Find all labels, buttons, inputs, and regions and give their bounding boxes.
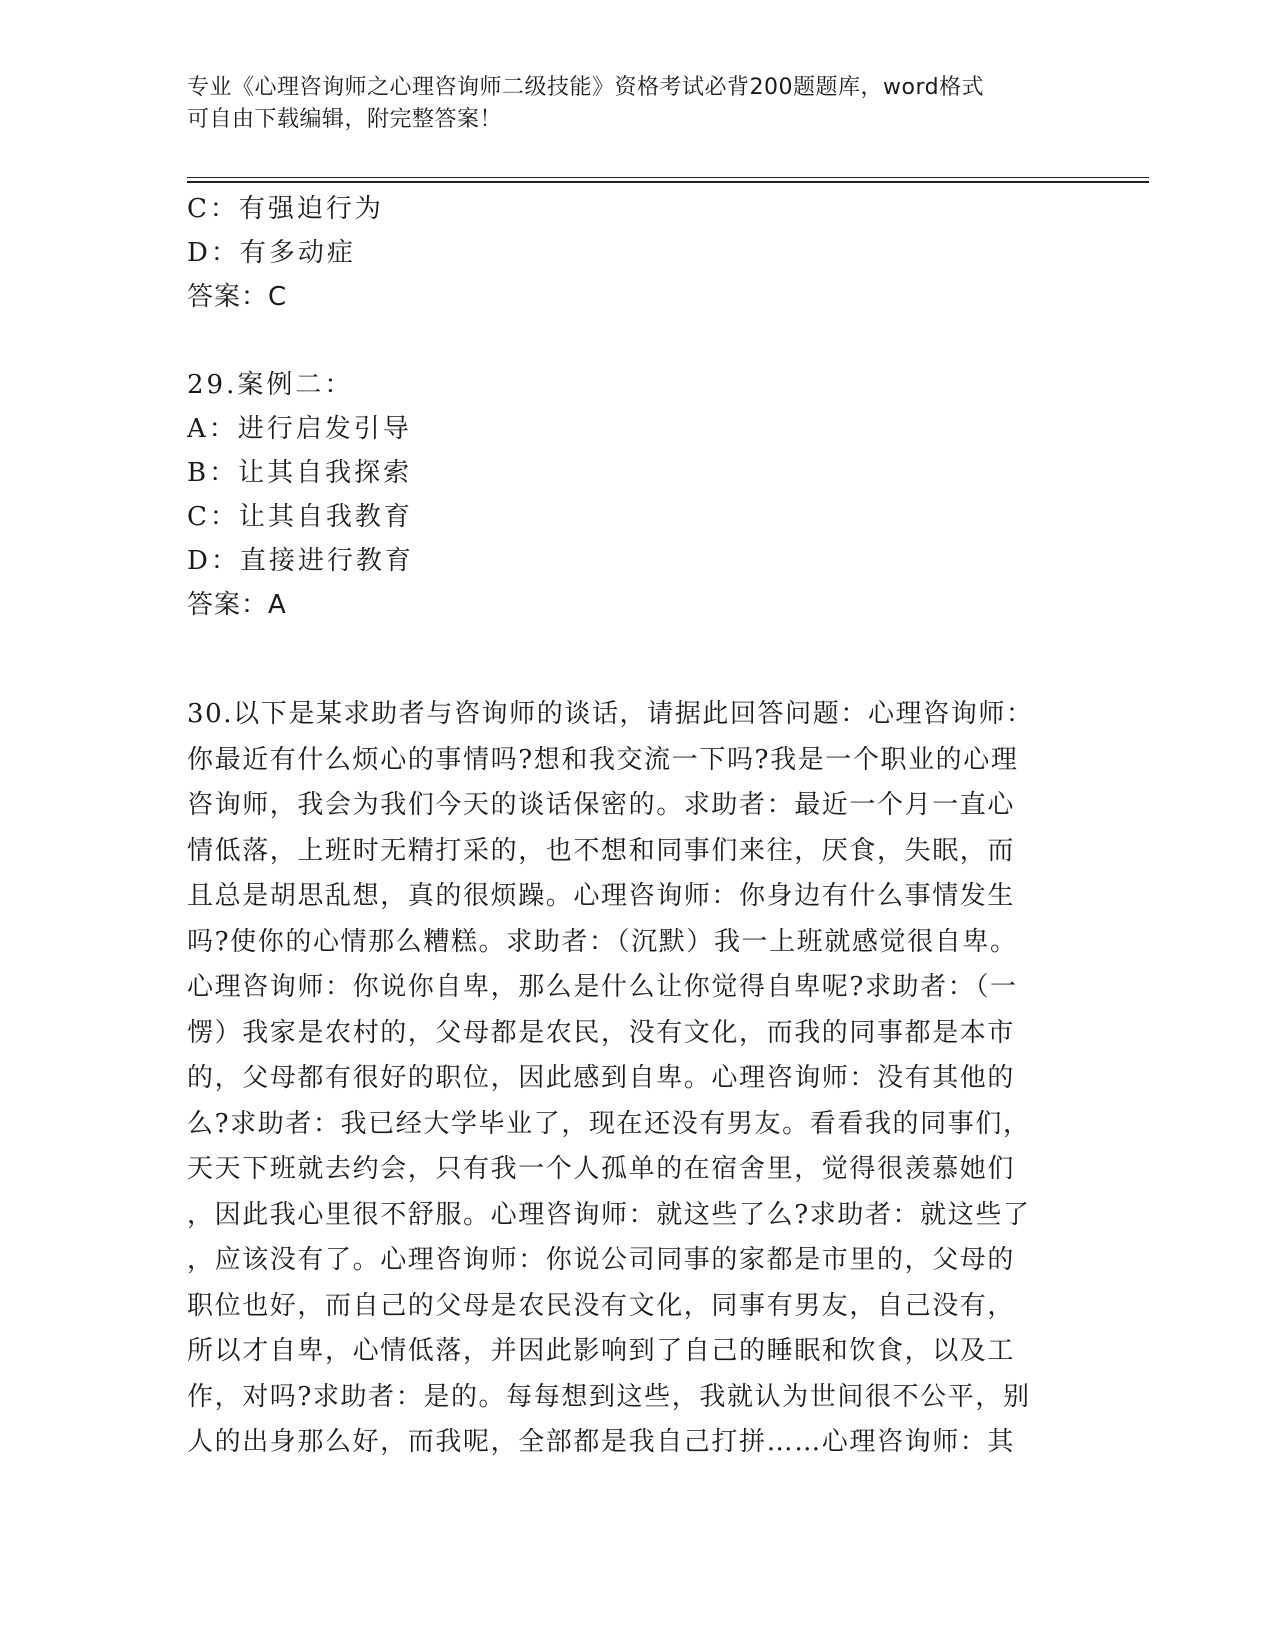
q30-line: 吗?使你的心情那么糟糕。求助者：（沉默）我一上班就感觉很自卑。 [187,926,1018,957]
q29-option-a: A：进行启发引导 [187,414,412,444]
header-line-2: 可自由下载编辑，附完整答案！ [187,107,503,132]
q29-option-c: C：让其自我教育 [187,502,413,532]
q30-line: 愣）我家是农村的，父母都是农民，没有文化，而我的同事都是本市 [187,1017,1016,1048]
q30-line: 的，父母都有很好的职位，因此感到自卑。心理咨询师：没有其他的 [187,1063,1016,1093]
q30-line: 天天下班就去约会，只有我一个人孤单的在宿舍里，觉得很羡慕她们 [187,1154,1016,1184]
q29-answer: 答案：A [187,590,287,620]
q30-line: ，应该没有了。心理咨询师：你说公司同事的家都是市里的，父母的 [187,1245,1016,1275]
q30-line: 且总是胡思乱想，真的很烦躁。心理咨询师：你身边有什么事情发生 [187,881,1016,911]
q28-option-d: D：有多动症 [187,238,356,268]
q30-line: ，因此我心里很不舒服。心理咨询师：就这些了么?求助者：就这些了 [187,1199,1031,1230]
header-line-1: 专业《心理咨询师之心理咨询师二级技能》资格考试必背200题题库，word格式 [187,75,985,100]
q30-line: 咨询师，我会为我们今天的谈话保密的。求助者：最近一个月一直心 [187,790,1016,820]
q28-answer: 答案：C [187,282,288,312]
q30-line: 你最近有什么烦心的事情吗?想和我交流一下吗?我是一个职业的心理 [187,744,1019,775]
q30-line: 情低落，上班时无精打采的，也不想和同事们来往，厌食，失眠，而 [187,835,1016,866]
document-header [187,72,1067,136]
q29-option-d: D：直接进行教育 [187,546,414,576]
q30-line: 么?求助者：我已经大学毕业了，现在还没有男友。看看我的同事们， [187,1108,1031,1139]
q30-line: 作，对吗?求助者：是的。每每想到这些，我就认为世间很不公平，别 [187,1381,1031,1412]
q30-line: 30.以下是某求助者与咨询师的谈话，请据此回答问题：心理咨询师： [187,699,1034,729]
q30-line: 所以才自卑，心情低落，并因此影响到了自己的睡眠和饮食，以及工 [187,1336,1016,1366]
q30-passage [187,692,1077,1466]
header-divider-thick [187,181,1149,183]
q29-option-b: B：让其自我探索 [187,458,413,488]
q28-option-c: C：有强迫行为 [187,194,384,224]
q29-question: 29.案例二： [187,370,354,400]
q30-line: 人的出身那么好，而我呢，全部都是我自己打拼……心理咨询师：其 [187,1427,1016,1457]
q30-line: 心理咨询师：你说你自卑，那么是什么让你觉得自卑呢?求助者：（一 [187,972,1018,1002]
header-divider-thin [187,177,1149,178]
q30-line: 职位也好，而自己的父母是农民没有文化，同事有男友，自己没有， [187,1290,1016,1321]
